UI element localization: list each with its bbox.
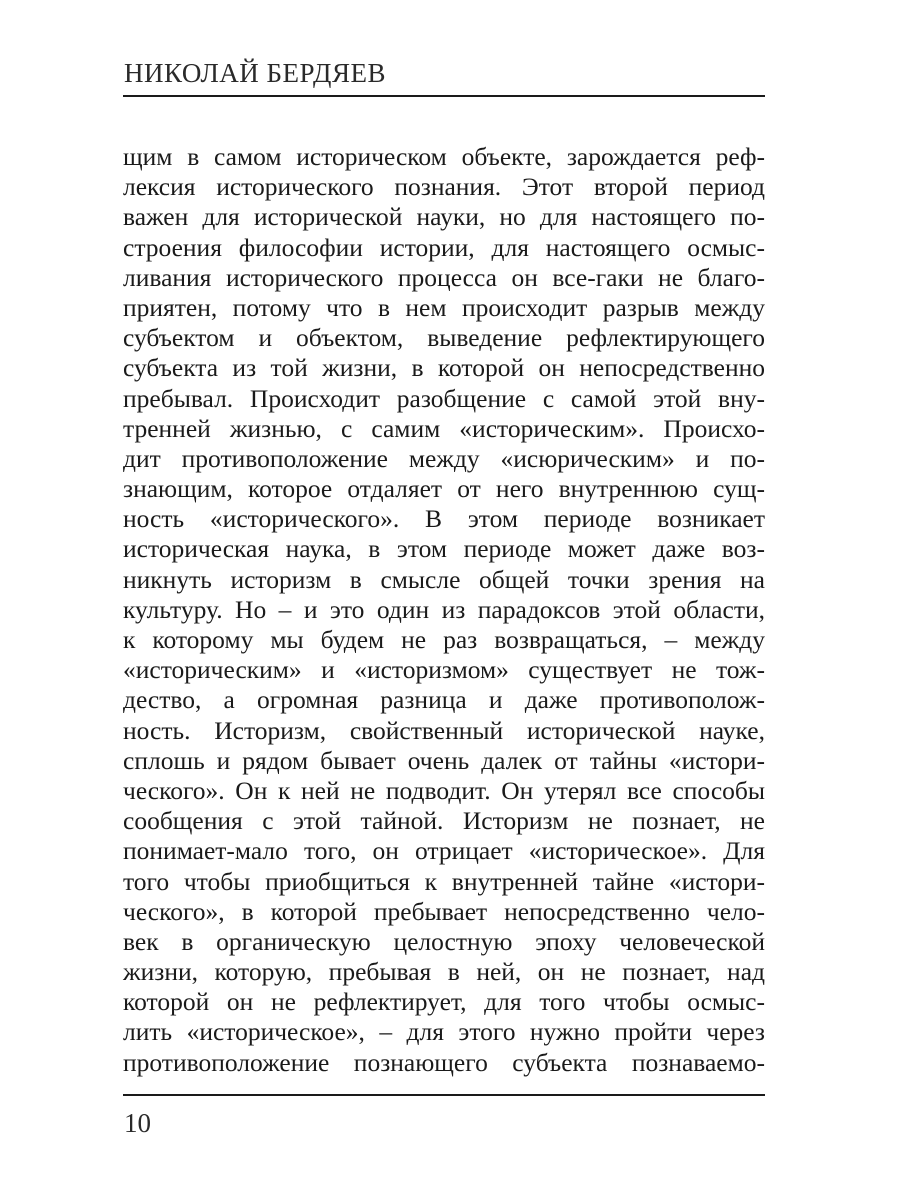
running-head-author: НИКОЛАЙ БЕРДЯЕВ bbox=[124, 58, 386, 88]
text-line: ность. Историзм, свойственный исторической науке, bbox=[123, 715, 765, 745]
text-line: того чтобы приобщиться к внутренней тайне «истори- bbox=[123, 866, 765, 896]
text-line: приятен, потому что в нем происходит разрыв между bbox=[123, 292, 765, 322]
text-line: дит противоположение между «исюрическим» и по- bbox=[123, 443, 765, 473]
text-line: знающим, которое отдаляет от него внутреннюю сущ- bbox=[123, 474, 765, 504]
text-line: никнуть историзм в смысле общей точки зрения на bbox=[123, 564, 765, 594]
footer-rule bbox=[123, 1094, 765, 1096]
text-line: ческого», в которой пребывает непосредственно чело- bbox=[123, 896, 765, 926]
text-line: лить «историческое», – для этого нужно пройти через bbox=[123, 1017, 765, 1047]
text-line: пребывал. Происходит разобщение с самой этой вну- bbox=[123, 383, 765, 413]
text-line: важен для исторической науки, но для настоящего по- bbox=[123, 202, 765, 232]
text-line: ливания исторического процесса он все-гаки не благо- bbox=[123, 262, 765, 292]
text-line: противоположение познающего субъекта познаваемо- bbox=[123, 1047, 765, 1077]
page-number: 10 bbox=[124, 1108, 151, 1138]
text-line: субъекта из той жизни, в которой он непосредственно bbox=[123, 353, 765, 383]
text-line: к которому мы будем не раз возвращаться, – между bbox=[123, 625, 765, 654]
text-line: щим в самом историческом объекте, зарождается реф- bbox=[123, 142, 765, 171]
header-rule bbox=[123, 95, 765, 97]
text-line: дество, а огромная разница и даже противополож- bbox=[123, 685, 765, 715]
text-line: которой он не рефлектирует, для того чтобы осмыс- bbox=[123, 987, 765, 1017]
text-line: ность «исторического». В этом периоде возникает bbox=[123, 504, 765, 534]
text-line: субъектом и объектом, выведение рефлектирующего bbox=[123, 323, 765, 353]
text-line: историческая наука, в этом периоде может даже воз- bbox=[123, 534, 765, 564]
text-line: сплошь и рядом бывает очень далек от тайны «истори- bbox=[123, 745, 765, 775]
text-line: лексия исторического познания. Этот второй период bbox=[123, 172, 765, 202]
text-line: «историческим» и «историзмом» существует не тож- bbox=[123, 655, 765, 685]
text-line: тренней жизнью, с самим «историческим». Происхо- bbox=[123, 413, 765, 443]
text-line: век в органическую целостную эпоху человеческой bbox=[123, 926, 765, 956]
text-line: ческого». Он к ней не подводит. Он утерял все способы bbox=[123, 775, 765, 805]
text-line: культуру. Но – и это один из парадоксов этой области, bbox=[123, 594, 765, 624]
text-line: жизни, которую, пребывая в ней, он не познает, над bbox=[123, 957, 765, 987]
body-text bbox=[123, 142, 765, 1078]
text-line: сообщения с этой тайной. Историзм не познает, не bbox=[123, 806, 765, 836]
text-line: строения философии истории, для настоящего осмыс- bbox=[123, 232, 765, 262]
text-line: понимает-мало того, он отрицает «историческое». Для bbox=[123, 836, 765, 866]
